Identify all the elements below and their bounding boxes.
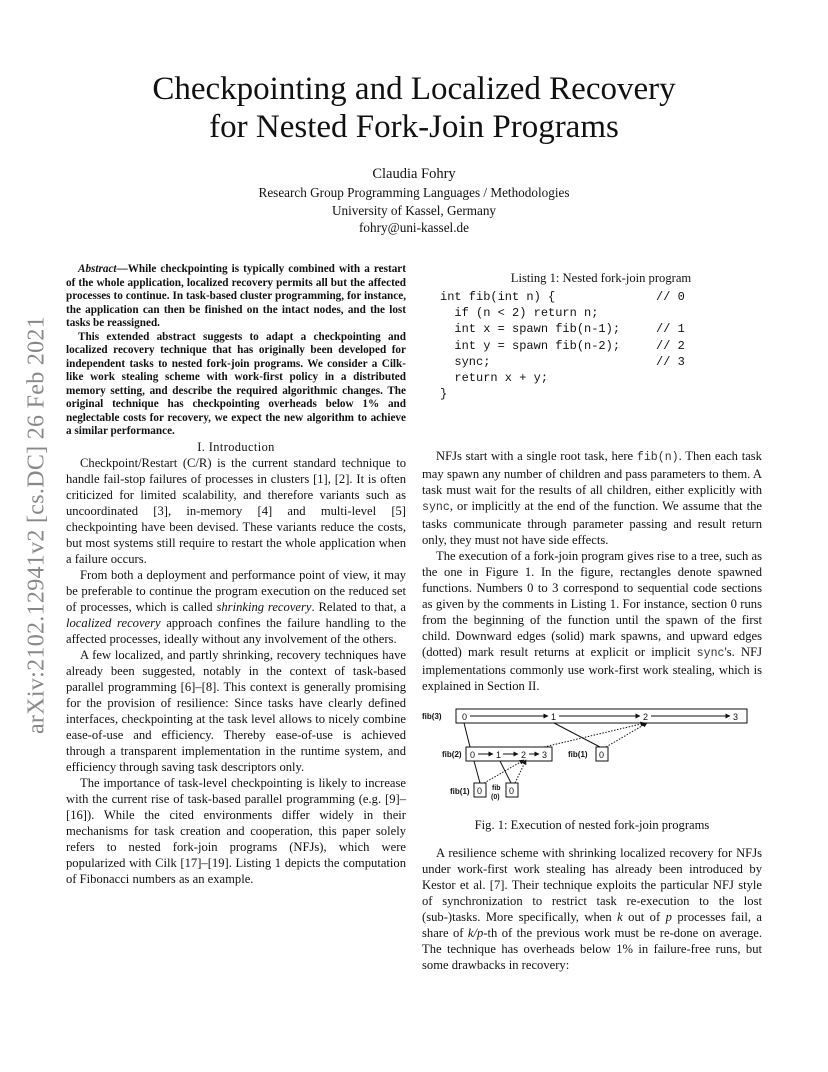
fig-return-fib0-fib2	[515, 760, 526, 783]
fig-spawn-fib2-fib1	[474, 761, 480, 783]
fig-label-fib3: fib(3)	[422, 712, 442, 721]
fig-label-fib0-top: fib	[492, 785, 501, 792]
fig-label-fib2: fib(2)	[442, 750, 462, 759]
fig-fib3-n3: 3	[733, 712, 739, 722]
fig-spawn-fib2-fib0	[500, 761, 511, 783]
fig-return-fib1-fib2	[484, 760, 524, 783]
author-university: University of Kassel, Germany	[331, 202, 497, 218]
fig-fib1-left-n0: 0	[477, 786, 483, 796]
figure-1-fork-join-tree	[422, 703, 762, 813]
fig-fib2-n1: 1	[496, 750, 502, 760]
arxiv-identifier-text: arXiv:2102.12941v2 [cs.DC] 26 Feb 2021	[23, 315, 50, 735]
abstract-label: Abstract	[78, 263, 117, 275]
section-heading-introduction: I. Introduction	[197, 439, 275, 454]
listing-code: int fib(int n) { // 0 if (n < 2) return n; int x = spawn fib(n-1); // 1 int y = spawn fib(n-2); // 2 sync; // 3 return x + y; }	[440, 290, 685, 402]
fig-fib2-n2: 2	[521, 750, 527, 760]
title-line-1: Checkpointing and Localized Recovery	[152, 71, 676, 107]
fig-spawn-fib3-fib1	[554, 723, 600, 747]
intro-paragraph-2: From both a deployment and performance point of view, it may be preferable to continue the program execution on the reduced set of processes, which is called shrinking recovery. Related to that, a localized recovery approach confines the failure handling to the affected processes, ideally without any involvement of the others.	[66, 567, 407, 646]
fig-return-fib2-fib3	[544, 723, 645, 747]
paper-title	[0, 70, 828, 146]
arxiv-identifier	[22, 285, 52, 765]
abstract-paragraph-1: —While checkpointing is typically combined with a restart of the whole application, localized recovery permits all but the affected processes to continue. In task-based cluster programming, for instance, the application can then be finished on the intact nodes, and the lost tasks be reassigned.	[66, 263, 406, 329]
right-column	[422, 448, 762, 694]
author-block	[0, 164, 828, 237]
fig-label-fib1-left: fib(1)	[450, 787, 470, 796]
fig-label-fib1-right: fib(1)	[568, 750, 588, 759]
fig-fib3-n2: 2	[643, 712, 649, 722]
intro-paragraph-1: Checkpoint/Restart (C/R) is the current standard technique to handle fail-stop failures of processes in clusters [1], [2]. It is often criticized for limited scalability, and therefore variants such as uncoordinated [3], in-memory [4] and multi-level [5] checkpointing have been devised. These variants reduce the costs, but most systems still require to restart the whole application when a failure occurs.	[66, 455, 406, 566]
fig-fib3-n1: 1	[551, 712, 557, 722]
figure-caption: Fig. 1: Execution of nested fork-join programs	[474, 818, 710, 832]
abstract-paragraph-2: This extended abstract suggests to adapt a checkpointing and localized recovery technique that has originally been developed for independent tasks to nested fork-join programs. We consider a Cilk-like work stealing scheme with work-first policy in a distributed memory setting, and describe the required algorithmic changes. The original technique has checkpointing overheads below 1% and neglectable costs for recovery, we expect the new algorithm to achieve a similar performance.	[66, 330, 406, 437]
intro-paragraph-3: A few localized, and partly shrinking, recovery techniques have already been suggested, notably in the context of task-based parallel programming [6]–[8]. This context is generally promising for the provision of resilience: Since tasks have clearly defined interfaces, checkpointing at the task level allows to nicely combine ease-of-use and efficiency. Thereby ease-of-use is achieved through a transparent implementation in the runtime system, and efficiency through saving task descriptors only.	[66, 647, 406, 774]
title-line-2: for Nested Fork-Join Programs	[209, 109, 619, 145]
left-column	[66, 263, 406, 887]
right-column-bottom	[422, 845, 762, 973]
author-email: fohry@uni-kassel.de	[359, 220, 469, 235]
right-paragraph-3: A resilience scheme with shrinking localized recovery for NFJs under work-first work stealing has already been introduced by Kestor et al. [7]. Their technique exploits the particular NFJ style of synchronization to restrict task re-execution to the lost (sub-)tasks. More specifically, when k out of p processes fail, a share of k/p-th of the previous work must be re-done on average. The technique has overheads below 1% in failure-free runs, but some drawbacks in recovery:	[422, 846, 763, 972]
fig-fib2-n0: 0	[470, 750, 476, 760]
right-paragraph-1: NFJs start with a single root task, here fib(n). Then each task may spawn any number of children and pass parameters to them. A task must wait for the results of all children, either explicitly with sync, or implicitly at the end of the function. We assume that the tasks communicate through parameter passing and result return only, they must not have side effects.	[422, 449, 762, 547]
fig-label-fib0-bottom: (0)	[491, 794, 500, 801]
listing-caption: Listing 1: Nested fork-join program	[510, 271, 692, 285]
fig-fib0-n0: 0	[509, 786, 515, 796]
intro-paragraph-4: The importance of task-level checkpointing is likely to increase with the current rise of task-based parallel programming (e.g. [9]–[16]). While the cited environments differ widely in their mechanisms for task creation and cooperation, this paper solely refers to nested fork-join programs (NFJs), which were popularized with Cilk [17]–[19]. Listing 1 depicts the computation of Fibonacci numbers as an example.	[66, 775, 406, 886]
fig-fib1-right-n0: 0	[599, 750, 605, 760]
author-group: Research Group Programming Languages / Methodologies	[258, 185, 570, 200]
author-name: Claudia Fohry	[372, 166, 456, 182]
fig-fib2-n3: 3	[542, 750, 548, 760]
fig-fib3-n0: 0	[462, 712, 468, 722]
listing-1	[440, 270, 762, 402]
fig-return-fib1-fib3	[606, 723, 647, 747]
abstract	[66, 263, 406, 439]
right-paragraph-2: The execution of a fork-join program gives rise to a tree, such as the one in Figure 1. In the figure, rectangles denote spawned functions. Numbers 0 to 3 correspond to sequential code sections as given by the comments in Listing 1. For instance, section 0 runs from the beginning of the function until the spawn of the first child. Downward edges (solid) mark spawns, and upward edges (dotted) mark result returns at explicit or implicit sync's. NFJ implementations commonly use work-first work stealing, which is explained in Section II.	[422, 549, 762, 693]
fig-spawn-fib3-fib2	[464, 723, 470, 747]
